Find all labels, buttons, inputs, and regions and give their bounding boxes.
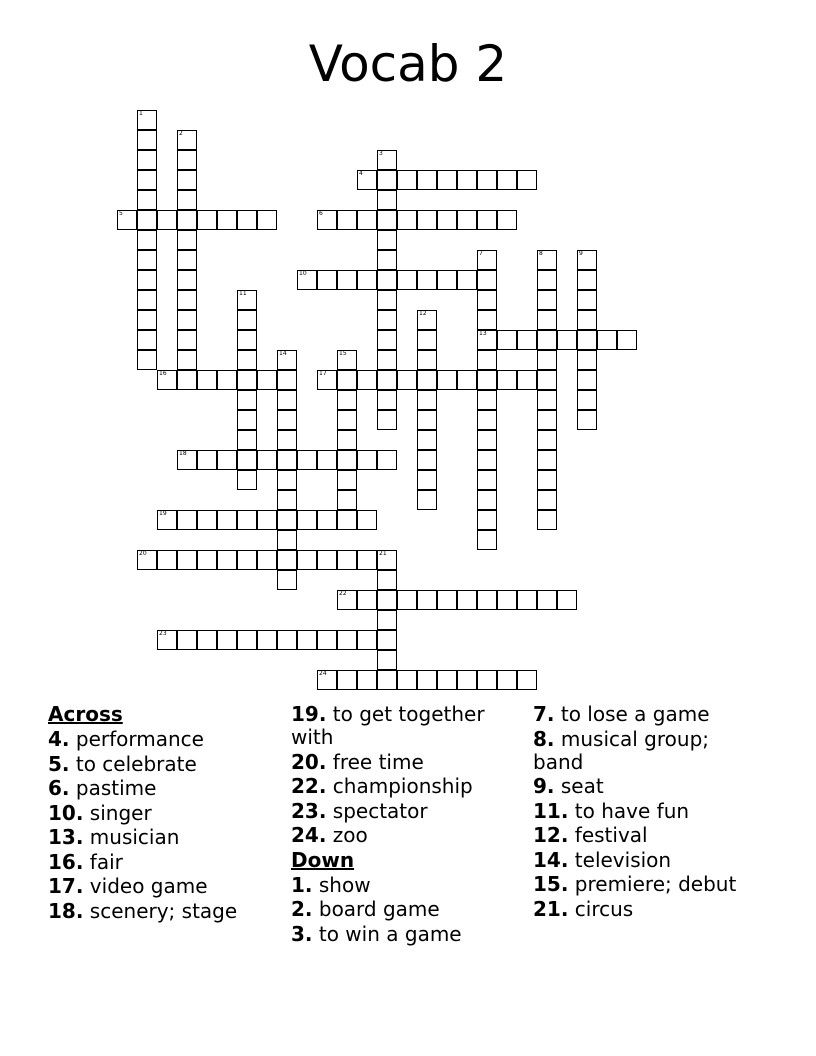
clue-number: 12 — [419, 310, 427, 317]
grid-cell[interactable] — [437, 270, 457, 290]
grid-cell[interactable] — [277, 510, 297, 530]
grid-cell[interactable] — [417, 430, 437, 450]
grid-cell[interactable] — [177, 250, 197, 270]
grid-cell[interactable] — [457, 370, 477, 390]
grid-cell[interactable] — [177, 350, 197, 370]
grid-cell[interactable] — [437, 370, 457, 390]
grid-cell[interactable] — [337, 470, 357, 490]
grid-cell[interactable] — [417, 590, 437, 610]
clue-down-9: 9. seat — [533, 774, 604, 798]
grid-cell[interactable] — [277, 570, 297, 590]
clue-down-8: 8. musical group; band — [533, 726, 709, 774]
clue-number: 1 — [139, 110, 143, 117]
clue-number: 5 — [119, 210, 123, 217]
clues-column-1 — [48, 703, 280, 924]
grid-cell[interactable] — [417, 490, 437, 510]
grid-cell[interactable] — [377, 150, 397, 170]
clue-number: 22 — [339, 590, 347, 597]
grid-cell[interactable] — [397, 210, 417, 230]
grid-cell[interactable] — [377, 330, 397, 350]
grid-cell[interactable] — [177, 370, 197, 390]
grid-cell[interactable] — [437, 590, 457, 610]
grid-cell[interactable] — [357, 370, 377, 390]
clue-across-6: 6. pastime — [48, 776, 157, 800]
grid-cell[interactable] — [517, 370, 537, 390]
grid-cell[interactable] — [417, 350, 437, 370]
grid-cell[interactable] — [277, 390, 297, 410]
clue-down-14: 14. television — [533, 847, 672, 872]
grid-cell[interactable] — [537, 510, 557, 530]
grid-cell[interactable] — [377, 290, 397, 310]
grid-cell[interactable] — [437, 210, 457, 230]
grid-cell[interactable] — [237, 450, 257, 470]
grid-cell[interactable] — [377, 230, 397, 250]
grid-cell[interactable] — [577, 410, 597, 430]
grid-cell[interactable] — [337, 630, 357, 650]
grid-cell[interactable] — [197, 450, 217, 470]
grid-cell[interactable] — [257, 370, 277, 390]
grid-cell[interactable] — [377, 450, 397, 470]
grid-cell[interactable] — [417, 210, 437, 230]
grid-cell[interactable] — [337, 390, 357, 410]
grid-cell[interactable] — [377, 370, 397, 390]
grid-cell[interactable] — [337, 270, 357, 290]
grid-cell[interactable] — [477, 490, 497, 510]
grid-cell[interactable] — [477, 250, 497, 270]
clue-down-11: 11. to have fun — [533, 798, 690, 823]
clues-column-2 — [291, 703, 511, 947]
clue-down-3: 3. to win a game — [291, 921, 462, 946]
grid-cell[interactable] — [177, 330, 197, 350]
grid-cell[interactable] — [317, 630, 337, 650]
grid-cell[interactable] — [537, 350, 557, 370]
grid-cell[interactable] — [257, 450, 277, 470]
clue-number: 24 — [319, 670, 327, 677]
grid-cell[interactable] — [177, 550, 197, 570]
grid-cell[interactable] — [577, 310, 597, 330]
grid-cell[interactable] — [177, 450, 197, 470]
grid-cell[interactable] — [177, 630, 197, 650]
grid-cell[interactable] — [277, 550, 297, 570]
clue-number: 21 — [379, 550, 387, 557]
grid-cell[interactable] — [237, 370, 257, 390]
grid-cell[interactable] — [317, 270, 337, 290]
grid-cell[interactable] — [217, 510, 237, 530]
grid-cell[interactable] — [317, 370, 337, 390]
clue-down-21: 21. circus — [533, 896, 634, 921]
grid-cell[interactable] — [557, 330, 577, 350]
grid-cell[interactable] — [577, 290, 597, 310]
grid-cell[interactable] — [317, 550, 337, 570]
grid-cell[interactable] — [457, 670, 477, 690]
grid-cell[interactable] — [437, 170, 457, 190]
grid-cell[interactable] — [517, 330, 537, 350]
grid-cell[interactable] — [397, 590, 417, 610]
grid-cell[interactable] — [237, 550, 257, 570]
grid-cell[interactable] — [277, 630, 297, 650]
grid-cell[interactable] — [477, 470, 497, 490]
clue-across-10: 10. singer — [48, 800, 152, 825]
grid-cell[interactable] — [377, 610, 397, 630]
grid-cell[interactable] — [357, 170, 377, 190]
grid-cell[interactable] — [377, 590, 397, 610]
grid-cell[interactable] — [517, 670, 537, 690]
grid-cell[interactable] — [137, 210, 157, 230]
clues-column-3 — [533, 703, 763, 922]
grid-cell[interactable] — [217, 450, 237, 470]
grid-cell[interactable] — [217, 630, 237, 650]
grid-cell[interactable] — [237, 470, 257, 490]
grid-cell[interactable] — [537, 270, 557, 290]
grid-cell[interactable] — [377, 410, 397, 430]
grid-cell[interactable] — [137, 350, 157, 370]
grid-cell[interactable] — [177, 190, 197, 210]
grid-cell[interactable] — [477, 370, 497, 390]
grid-cell[interactable] — [297, 630, 317, 650]
grid-cell[interactable] — [277, 490, 297, 510]
puzzle-title: Vocab 2 — [308, 35, 508, 93]
grid-cell[interactable] — [397, 670, 417, 690]
grid-cell[interactable] — [377, 650, 397, 670]
clue-number: 6 — [319, 210, 323, 217]
clue-number: 18 — [179, 450, 187, 457]
grid-cell[interactable] — [257, 210, 277, 230]
grid-cell[interactable] — [477, 670, 497, 690]
grid-cell[interactable] — [597, 330, 617, 350]
clue-across-4: 4. performance — [48, 727, 204, 751]
clue-number: 7 — [479, 250, 483, 257]
grid-cell[interactable] — [177, 170, 197, 190]
grid-cell[interactable] — [517, 590, 537, 610]
clue-number: 4 — [359, 170, 363, 177]
grid-cell[interactable] — [137, 230, 157, 250]
grid-cell[interactable] — [197, 630, 217, 650]
clue-across-24: 24. zoo — [291, 823, 368, 847]
grid-cell[interactable] — [417, 390, 437, 410]
clue-number: 10 — [299, 270, 307, 277]
grid-cell[interactable] — [417, 330, 437, 350]
grid-cell[interactable] — [157, 510, 177, 530]
grid-cell[interactable] — [577, 390, 597, 410]
grid-cell[interactable] — [277, 530, 297, 550]
grid-cell[interactable] — [517, 170, 537, 190]
grid-cell[interactable] — [497, 590, 517, 610]
grid-cell[interactable] — [157, 630, 177, 650]
grid-cell[interactable] — [497, 210, 517, 230]
grid-cell[interactable] — [497, 370, 517, 390]
grid-cell[interactable] — [137, 310, 157, 330]
grid-cell[interactable] — [337, 450, 357, 470]
grid-cell[interactable] — [137, 170, 157, 190]
grid-cell[interactable] — [417, 370, 437, 390]
grid-cell[interactable] — [277, 450, 297, 470]
grid-cell[interactable] — [397, 370, 417, 390]
grid-cell[interactable] — [217, 210, 237, 230]
grid-cell[interactable] — [257, 630, 277, 650]
clue-across-23: 23. spectator — [291, 798, 428, 823]
grid-cell[interactable] — [477, 310, 497, 330]
grid-cell[interactable] — [217, 550, 237, 570]
grid-cell[interactable] — [377, 210, 397, 230]
grid-cell[interactable] — [257, 550, 277, 570]
grid-cell[interactable] — [377, 310, 397, 330]
grid-cell[interactable] — [217, 370, 237, 390]
grid-cell[interactable] — [417, 170, 437, 190]
grid-cell[interactable] — [337, 510, 357, 530]
grid-cell[interactable] — [537, 290, 557, 310]
grid-cell[interactable] — [257, 510, 277, 530]
grid-cell[interactable] — [177, 270, 197, 290]
grid-cell[interactable] — [357, 550, 377, 570]
grid-cell[interactable] — [477, 510, 497, 530]
grid-cell[interactable] — [137, 550, 157, 570]
grid-cell[interactable] — [537, 390, 557, 410]
grid-cell[interactable] — [377, 670, 397, 690]
clue-across-5: 5. to celebrate — [48, 751, 197, 776]
grid-cell[interactable] — [317, 450, 337, 470]
clue-number: 2 — [179, 130, 183, 137]
grid-cell[interactable] — [377, 250, 397, 270]
grid-cell[interactable] — [177, 510, 197, 530]
grid-cell[interactable] — [117, 210, 137, 230]
grid-cell[interactable] — [477, 210, 497, 230]
clue-number: 14 — [279, 350, 287, 357]
grid-cell[interactable] — [377, 170, 397, 190]
grid-cell[interactable] — [377, 350, 397, 370]
clue-across-20: 20. free time — [291, 749, 424, 774]
grid-cell[interactable] — [377, 270, 397, 290]
grid-cell[interactable] — [197, 550, 217, 570]
grid-cell[interactable] — [297, 270, 317, 290]
grid-cell[interactable] — [237, 350, 257, 370]
grid-cell[interactable] — [177, 310, 197, 330]
grid-cell[interactable] — [357, 670, 377, 690]
grid-cell[interactable] — [537, 330, 557, 350]
grid-cell[interactable] — [197, 370, 217, 390]
clue-across-18: 18. scenery; stage — [48, 898, 238, 923]
grid-cell[interactable] — [157, 370, 177, 390]
grid-cell[interactable] — [497, 170, 517, 190]
grid-cell[interactable] — [377, 550, 397, 570]
grid-cell[interactable] — [577, 350, 597, 370]
clue-number: 19 — [159, 510, 167, 517]
grid-cell[interactable] — [497, 330, 517, 350]
grid-cell[interactable] — [537, 490, 557, 510]
grid-cell[interactable] — [297, 450, 317, 470]
grid-cell[interactable] — [337, 590, 357, 610]
grid-cell[interactable] — [537, 370, 557, 390]
grid-cell[interactable] — [417, 270, 437, 290]
grid-cell[interactable] — [157, 550, 177, 570]
grid-cell[interactable] — [357, 210, 377, 230]
grid-cell[interactable] — [457, 590, 477, 610]
clue-number: 16 — [159, 370, 167, 377]
grid-cell[interactable] — [377, 190, 397, 210]
grid-cell[interactable] — [337, 410, 357, 430]
grid-cell[interactable] — [417, 310, 437, 330]
grid-cell[interactable] — [457, 170, 477, 190]
grid-cell[interactable] — [477, 430, 497, 450]
clue-number: 17 — [319, 370, 327, 377]
grid-cell[interactable] — [477, 450, 497, 470]
grid-cell[interactable] — [177, 130, 197, 150]
grid-cell[interactable] — [337, 430, 357, 450]
grid-cell[interactable] — [477, 410, 497, 430]
grid-cell[interactable] — [477, 590, 497, 610]
grid-cell[interactable] — [177, 210, 197, 230]
grid-cell[interactable] — [177, 230, 197, 250]
grid-cell[interactable] — [477, 330, 497, 350]
grid-cell[interactable] — [577, 370, 597, 390]
grid-cell[interactable] — [477, 170, 497, 190]
grid-cell[interactable] — [377, 390, 397, 410]
clue-across-13: 13. musician — [48, 825, 180, 849]
clue-down-12: 12. festival — [533, 823, 648, 847]
grid-cell[interactable] — [397, 170, 417, 190]
grid-cell[interactable] — [417, 670, 437, 690]
grid-cell[interactable] — [137, 110, 157, 130]
grid-cell[interactable] — [277, 430, 297, 450]
across-heading: Across — [48, 702, 123, 726]
clue-number: 13 — [479, 330, 487, 337]
grid-cell[interactable] — [237, 390, 257, 410]
grid-cell[interactable] — [537, 310, 557, 330]
clue-number: 11 — [239, 290, 247, 297]
grid-cell[interactable] — [297, 510, 317, 530]
grid-cell[interactable] — [377, 570, 397, 590]
grid-cell[interactable] — [137, 290, 157, 310]
grid-cell[interactable] — [537, 450, 557, 470]
grid-cell[interactable] — [337, 350, 357, 370]
grid-cell[interactable] — [137, 250, 157, 270]
grid-cell[interactable] — [237, 290, 257, 310]
grid-cell[interactable] — [337, 490, 357, 510]
grid-cell[interactable] — [317, 510, 337, 530]
grid-cell[interactable] — [617, 330, 637, 350]
grid-cell[interactable] — [157, 210, 177, 230]
grid-cell[interactable] — [277, 470, 297, 490]
clue-number: 20 — [139, 550, 147, 557]
grid-cell[interactable] — [477, 270, 497, 290]
grid-cell[interactable] — [357, 270, 377, 290]
grid-cell[interactable] — [577, 270, 597, 290]
grid-cell[interactable] — [577, 330, 597, 350]
clue-number: 23 — [159, 630, 167, 637]
grid-cell[interactable] — [537, 410, 557, 430]
grid-cell[interactable] — [357, 590, 377, 610]
grid-cell[interactable] — [237, 630, 257, 650]
grid-cell[interactable] — [237, 510, 257, 530]
grid-cell[interactable] — [137, 150, 157, 170]
grid-cell[interactable] — [337, 550, 357, 570]
grid-cell[interactable] — [477, 350, 497, 370]
grid-cell[interactable] — [317, 670, 337, 690]
grid-cell[interactable] — [417, 410, 437, 430]
grid-cell[interactable] — [137, 330, 157, 350]
grid-cell[interactable] — [397, 270, 417, 290]
grid-cell[interactable] — [417, 450, 437, 470]
clue-down-7: 7. to lose a game — [533, 702, 710, 726]
grid-cell[interactable] — [297, 550, 317, 570]
clue-across-19: 19. to get together with — [291, 702, 485, 749]
grid-cell[interactable] — [277, 370, 297, 390]
clue-down-15: 15. premiere; debut — [533, 872, 737, 896]
clue-down-1: 1. show — [291, 872, 371, 897]
grid-cell[interactable] — [277, 350, 297, 370]
grid-cell[interactable] — [137, 190, 157, 210]
grid-cell[interactable] — [237, 430, 257, 450]
grid-cell[interactable] — [537, 430, 557, 450]
clue-number: 8 — [539, 250, 543, 257]
grid-cell[interactable] — [437, 670, 457, 690]
grid-cell[interactable] — [457, 210, 477, 230]
grid-cell[interactable] — [237, 330, 257, 350]
grid-cell[interactable] — [477, 390, 497, 410]
grid-cell[interactable] — [337, 210, 357, 230]
grid-cell[interactable] — [277, 410, 297, 430]
grid-cell[interactable] — [377, 630, 397, 650]
grid-cell[interactable] — [497, 670, 517, 690]
grid-cell[interactable] — [357, 630, 377, 650]
grid-cell[interactable] — [477, 290, 497, 310]
grid-cell[interactable] — [477, 530, 497, 550]
grid-cell[interactable] — [317, 210, 337, 230]
grid-cell[interactable] — [237, 310, 257, 330]
clue-number: 3 — [379, 150, 383, 157]
clue-across-16: 16. fair — [48, 849, 123, 874]
clue-across-17: 17. video game — [48, 874, 208, 898]
clue-down-2: 2. board game — [291, 897, 440, 921]
grid-cell[interactable] — [337, 670, 357, 690]
grid-cell[interactable] — [197, 210, 217, 230]
down-heading: Down — [291, 847, 355, 872]
grid-cell[interactable] — [537, 590, 557, 610]
grid-cell[interactable] — [137, 130, 157, 150]
grid-cell[interactable] — [557, 590, 577, 610]
grid-cell[interactable] — [337, 370, 357, 390]
grid-cell[interactable] — [457, 270, 477, 290]
grid-cell[interactable] — [237, 210, 257, 230]
clue-across-22: 22. championship — [291, 774, 473, 798]
grid-cell[interactable] — [357, 510, 377, 530]
grid-cell[interactable] — [177, 290, 197, 310]
grid-cell[interactable] — [177, 150, 197, 170]
grid-cell[interactable] — [197, 510, 217, 530]
grid-cell[interactable] — [577, 250, 597, 270]
clue-number: 15 — [339, 350, 347, 357]
grid-cell[interactable] — [537, 470, 557, 490]
clue-number: 9 — [579, 250, 583, 257]
grid-cell[interactable] — [537, 250, 557, 270]
grid-cell[interactable] — [237, 410, 257, 430]
grid-cell[interactable] — [357, 450, 377, 470]
grid-cell[interactable] — [137, 270, 157, 290]
grid-cell[interactable] — [417, 470, 437, 490]
